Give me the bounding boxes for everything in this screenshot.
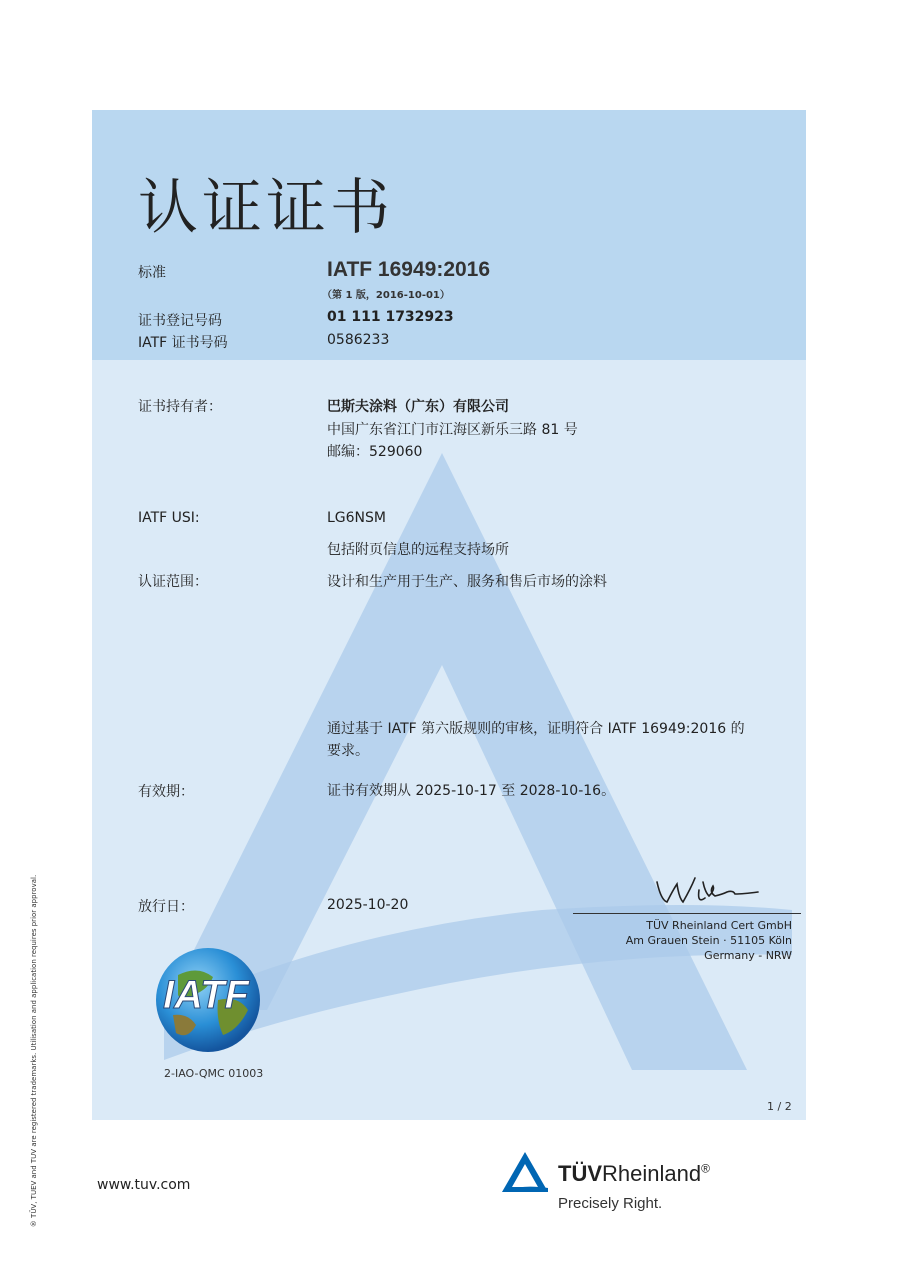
- remote-sites-note: 包括附页信息的远程支持场所: [327, 542, 509, 558]
- issuer-country: Germany - NRW: [704, 949, 792, 962]
- tuv-slogan: Precisely Right.: [558, 1195, 663, 1212]
- usi-label: IATF USI:: [138, 510, 200, 526]
- holder-address: 中国广东省江门市江海区新乐三路 81 号: [327, 422, 578, 438]
- holder-postcode: 邮编：529060: [327, 444, 423, 460]
- issuer-address: [626, 918, 792, 963]
- signature: [655, 870, 760, 910]
- iatf-logo-text: IATF: [163, 973, 249, 1017]
- scope-label: 认证范围：: [138, 574, 208, 590]
- iatf-cert-number: 0586233: [327, 332, 390, 348]
- usi-value: LG6NSM: [327, 510, 386, 526]
- registration-label: 证书登记号码: [138, 313, 222, 329]
- issuer-street: Am Grauen Stein · 51105 Köln: [625, 934, 792, 947]
- tuv-brand-reg: ®: [701, 1161, 710, 1176]
- website-link[interactable]: www.tuv.com: [97, 1177, 191, 1193]
- issuer-name: TÜV Rheinland Cert GmbH: [646, 919, 792, 932]
- page-number: 1 / 2: [767, 1100, 792, 1113]
- iatf-globe-logo: [138, 945, 270, 1055]
- issue-date-label: 放行日：: [138, 899, 194, 915]
- standard-label: 标准: [138, 265, 166, 281]
- scope-value: 设计和生产用于生产、服务和售后市场的涂料: [327, 574, 607, 590]
- standard-edition: （第 1 版，2016-10-01）: [322, 290, 450, 301]
- audit-statement-line2: 要求。: [327, 743, 369, 759]
- audit-statement-line1: 通过基于 IATF 第六版规则的审核，证明符合 IATF 16949:2016 的: [327, 721, 745, 737]
- validity-value: 证书有效期从 2025-10-17 至 2028-10-16。: [327, 783, 616, 799]
- issue-date-value: 2025-10-20: [327, 897, 409, 913]
- form-code: 2-IAO-QMC 01003: [164, 1067, 264, 1080]
- registration-number: 01 111 1732923: [327, 309, 454, 325]
- trademark-sidebar-note: ® TÜV, TUEV and TUV are registered trademarks. Utilisation and application requires prior approval.: [30, 874, 38, 1228]
- iatf-cert-label: IATF 证书号码: [138, 335, 228, 351]
- tuv-triangle-icon: [500, 1150, 550, 1194]
- signature-line: [573, 913, 801, 914]
- standard-value: IATF 16949:2016: [327, 258, 491, 281]
- validity-label: 有效期：: [138, 784, 194, 800]
- tuv-brand-name: [558, 1161, 710, 1187]
- holder-name: 巴斯夫涂料（广东）有限公司: [327, 399, 509, 415]
- certificate-title: 认证证书: [138, 173, 394, 243]
- holder-label: 证书持有者：: [138, 399, 222, 415]
- tuv-brand-bold: TÜV: [558, 1161, 602, 1186]
- tuv-brand-rest: Rheinland: [602, 1161, 702, 1186]
